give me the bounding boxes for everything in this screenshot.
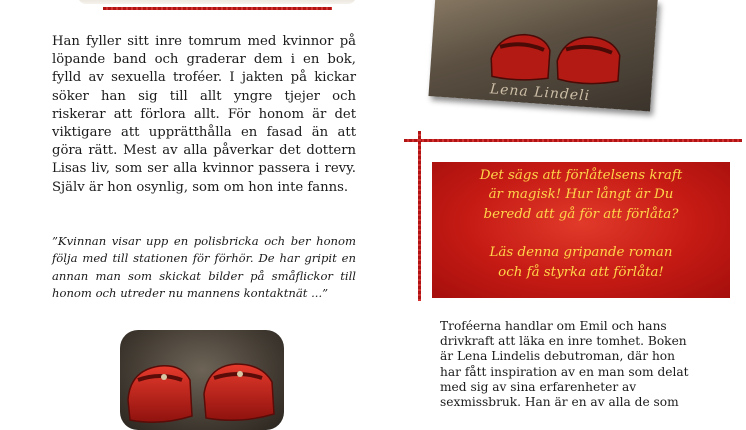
right-line: sexmissbruk. Han är en av alla de som <box>440 395 679 410</box>
body-paragraph: Han fyller sitt inre tomrum med kvinnor på löpande band och graderar dem i en bok, fylld av sexuella troféer. I jakten på kickar söker han sig till allt yngre tjejer och riskerar att förlora allt. För honom är det viktigare att upprätthålla en fasad än att göra rätt. Mest av alla påverkar det dottern Lisas liv, som ser alla kvinnor passera i revy. Själv är hon osynlig, som om hon inte fanns. <box>52 34 356 195</box>
promo-line: och få styrka att förlåta! <box>498 264 664 280</box>
right-line: drivkraft att läka en inre tomhet. Boken <box>440 334 687 349</box>
red-divider-horizontal <box>404 139 742 142</box>
right-line: med sig av sina erfarenheter av <box>440 379 637 394</box>
book-cover <box>428 0 657 111</box>
right-line: har fått inspiration av en man som delat <box>440 364 689 379</box>
promo-line: Det sägs att förlåtelsens kraft <box>479 168 683 183</box>
red-shoes-illustration <box>120 330 284 430</box>
promo-box <box>432 162 730 298</box>
right-line: är Lena Lindelis debutroman, där hon <box>440 349 675 364</box>
book-author: Lena Lindeli <box>489 81 591 105</box>
red-shoes-photo <box>120 330 284 430</box>
top-image-edge <box>78 0 356 4</box>
red-divider-vertical <box>418 131 421 301</box>
promo-line: Läs denna gripande roman <box>489 245 673 261</box>
right-paragraph <box>440 319 697 410</box>
red-divider-top <box>103 7 332 10</box>
right-line: Troféerna handlar om Emil och hans <box>440 319 667 333</box>
promo-line: beredd att gå för att förlåta? <box>483 206 679 222</box>
excerpt-quote: ”Kvinnan visar upp en polisbricka och ber honom följa med till stationen för förhör. De har gripit en annan man som skickat bilder på småflickor till honom och utreder nu mannens kontaktnät ...” <box>52 234 356 301</box>
promo-line: är magisk! Hur långt är Du <box>488 187 674 203</box>
